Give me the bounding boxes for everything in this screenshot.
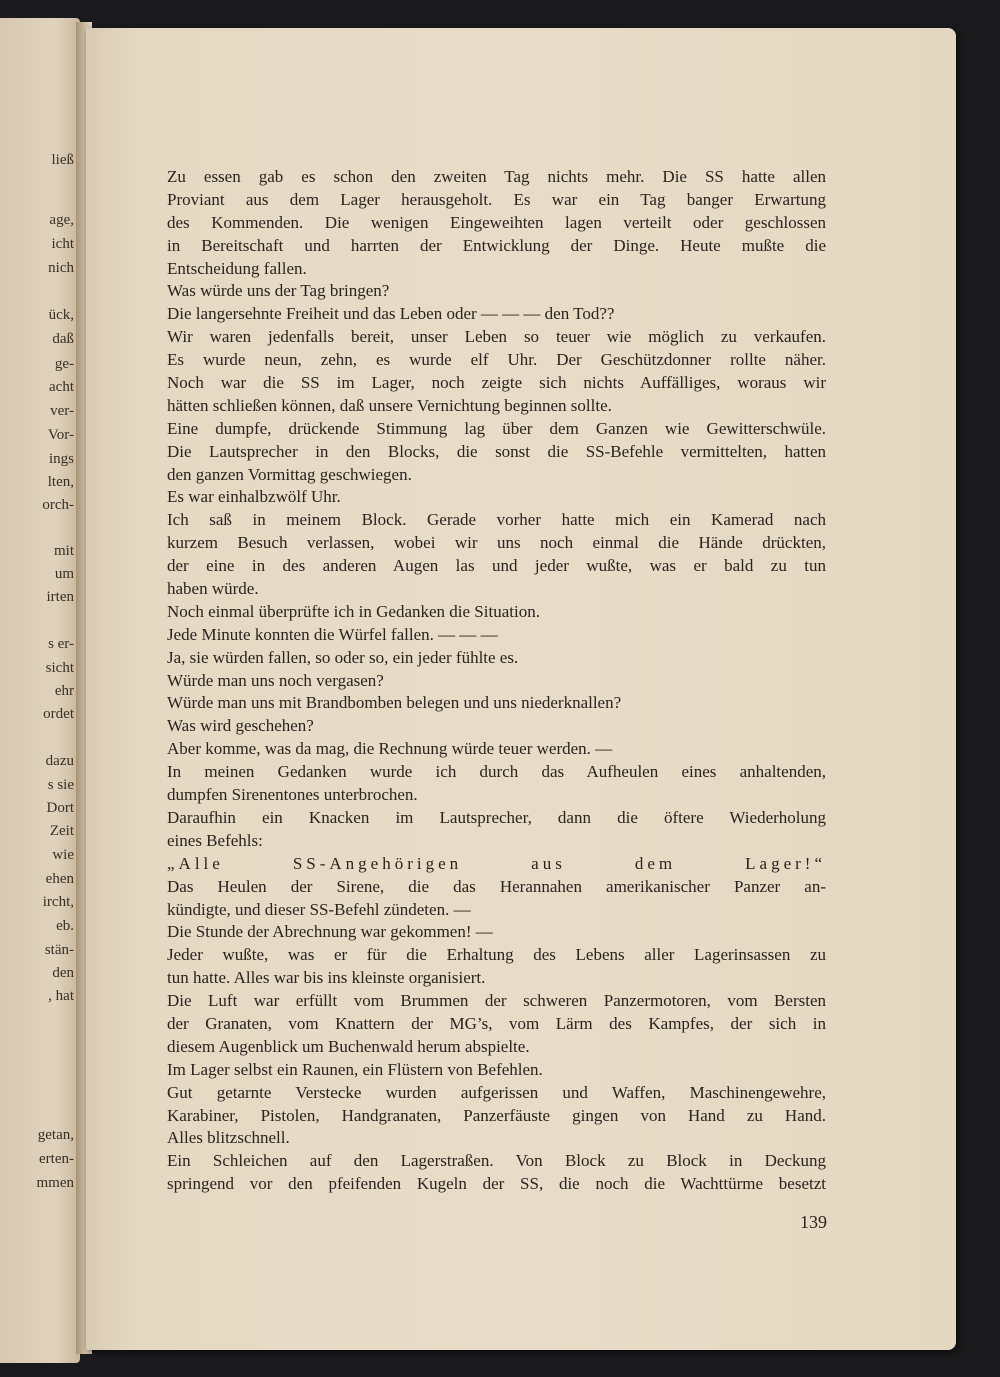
left-page-edge: [0, 18, 80, 1363]
left-page-fragment: eb.: [56, 918, 74, 934]
text-line: Gut getarnte Verstecke wurden aufgerissen und Waffen, Maschinengewehre,: [167, 1082, 826, 1102]
left-page-fragment: age,: [49, 212, 74, 228]
text-line: Was würde uns der Tag bringen?: [167, 281, 390, 301]
text-line: Noch war die SS im Lager, noch zeigte sich nichts Auffälliges, woraus wir: [167, 373, 826, 393]
text-line: kündigte, und dieser SS-Befehl zündeten. —: [167, 899, 471, 919]
text-line: in Bereitschaft und harrten der Entwicklung der Dinge. Heute mußte die: [167, 235, 826, 255]
left-page-fragment: nich: [48, 260, 74, 276]
body-text: [167, 166, 826, 1196]
text-line: Jeder wußte, was er für die Erhaltung des Lebens aller Lagerinsassen zu: [167, 945, 826, 965]
text-line: der Granaten, vom Knattern der MG’s, vom Lärm des Kampfes, der sich in: [167, 1013, 826, 1033]
text-line: Es wurde neun, zehn, es wurde elf Uhr. Der Geschützdonner rollte näher.: [167, 350, 826, 370]
left-page-fragment: irten: [46, 589, 74, 605]
text-line: dumpfen Sirenentones unterbrochen.: [167, 785, 418, 805]
left-page-fragment: Dort: [46, 800, 74, 816]
left-page-fragment: mit: [53, 543, 74, 559]
left-page-fragment: , hat: [48, 988, 74, 1004]
text-line: Ja, sie würden fallen, so oder so, ein jeder fühlte es.: [167, 647, 519, 667]
left-page-fragment: Zeit: [49, 823, 74, 839]
text-line: springend vor den pfeifenden Kugeln der SS, die noch die Wachttürme besetzt: [167, 1174, 826, 1194]
left-page-fragment: den: [52, 965, 74, 981]
text-line: Eine dumpfe, drückende Stimmung lag über dem Ganzen wie Gewitterschwüle.: [167, 418, 826, 438]
text-line: Wir waren jedenfalls bereit, unser Leben so teuer wie möglich zu verkaufen.: [167, 327, 826, 347]
left-page-fragment: s er-: [48, 636, 74, 652]
text-line: Es war einhalbzwölf Uhr.: [167, 487, 341, 507]
text-line: eines Befehls:: [167, 830, 263, 850]
text-line: haben würde.: [167, 579, 259, 599]
left-page-fragment: ver-: [50, 403, 74, 419]
left-page-fragment: lten,: [47, 474, 74, 490]
text-line: Ein Schleichen auf den Lagerstraßen. Von Block zu Block in Deckung: [167, 1151, 826, 1171]
text-line: Die langersehnte Freiheit und das Leben oder — — — den Tod??: [167, 304, 615, 324]
left-page-fragment: ück,: [48, 307, 74, 323]
left-page-fragment: icht: [51, 236, 74, 252]
left-page-fragment: erten-: [39, 1151, 74, 1167]
text-line: kurzem Besuch verlassen, wobei wir uns noch einmal die Hände drückten,: [167, 533, 826, 553]
left-page-fragment: sicht: [45, 660, 74, 676]
left-page-fragment: dazu: [45, 753, 74, 769]
text-line: Noch einmal überprüfte ich in Gedanken die Situation.: [167, 601, 540, 621]
left-page-fragment: stän-: [44, 942, 74, 958]
text-line: Entscheidung fallen.: [167, 258, 307, 278]
text-line: Zu essen gab es schon den zweiten Tag nichts mehr. Die SS hatte allen: [167, 167, 826, 186]
left-page-fragment: um: [54, 566, 74, 582]
left-page-fragment: daß: [52, 331, 74, 347]
text-line: Jede Minute konnten die Würfel fallen. — — —: [167, 624, 498, 644]
left-page-fragment: s sie: [47, 777, 74, 793]
text-line: Karabiner, Pistolen, Handgranaten, Panzerfäuste gingen von Hand zu Hand.: [167, 1105, 826, 1125]
text-line: Daraufhin ein Knacken im Lautsprecher, dann die öftere Wiederholung: [167, 807, 826, 827]
left-page-fragment: wie: [52, 847, 74, 863]
text-line: Die Lautsprecher in den Blocks, die sonst die SS-Befehle vermittelten, hatten: [167, 441, 826, 461]
left-page-fragment: ehen: [45, 871, 74, 887]
left-page-fragment: getan,: [37, 1127, 74, 1143]
text-line: Würde man uns mit Brandbomben belegen und uns niederknallen?: [167, 693, 622, 713]
left-page-fragment: mmen: [36, 1175, 74, 1191]
text-line: Das Heulen der Sirene, die das Herannahen amerikanischer Panzer an-: [167, 876, 826, 896]
left-page-fragment: ordet: [43, 706, 74, 722]
text-line: diesem Augenblick um Buchenwald herum abspielte.: [167, 1036, 530, 1056]
text-line: Aber komme, was da mag, die Rechnung würde teuer werden. —: [167, 739, 613, 759]
text-line: Proviant aus dem Lager herausgeholt. Es war ein Tag banger Erwartung: [167, 189, 826, 209]
text-line: den ganzen Vormittag geschwiegen.: [167, 464, 412, 484]
left-page-fragment: Vor-: [47, 427, 74, 443]
left-page-fragment: ircht,: [42, 894, 74, 910]
page-number: 139: [800, 1212, 827, 1232]
text-line: Im Lager selbst ein Raunen, ein Flüstern von Befehlen.: [167, 1059, 543, 1079]
text-line: Alles blitzschnell.: [167, 1128, 290, 1148]
left-page-fragment: acht: [49, 379, 74, 395]
text-line: Ich saß in meinem Block. Gerade vorher hatte mich ein Kamerad nach: [167, 510, 826, 530]
text-line: der eine in des anderen Augen las und jeder wußte, was er bald zu tun: [167, 556, 826, 576]
text-line: In meinen Gedanken wurde ich durch das Aufheulen eines anhaltenden,: [167, 762, 826, 782]
text-line: Würde man uns noch vergasen?: [167, 670, 384, 690]
text-line: hätten schließen können, daß unsere Vernichtung beginnen sollte.: [167, 395, 612, 415]
text-line: „Alle SS-Angehörigen aus dem Lager!“: [167, 853, 826, 873]
left-page-fragment: ings: [48, 451, 74, 467]
left-page-fragment: ließ: [51, 152, 74, 168]
text-line: Die Stunde der Abrechnung war gekommen! —: [167, 922, 493, 942]
text-line: Was wird geschehen?: [167, 716, 314, 736]
text-line: Die Luft war erfüllt vom Brummen der schweren Panzermotoren, vom Bersten: [167, 991, 826, 1011]
text-line: des Kommenden. Die wenigen Eingeweihten lagen verteilt oder geschlossen: [167, 212, 826, 232]
left-page-fragment: orch-: [42, 497, 74, 513]
text-line: tun hatte. Alles war bis ins kleinste organisiert.: [167, 968, 486, 988]
right-page: [86, 28, 956, 1350]
left-page-fragment: ehr: [54, 683, 74, 699]
left-page-fragment: ge-: [54, 356, 74, 372]
